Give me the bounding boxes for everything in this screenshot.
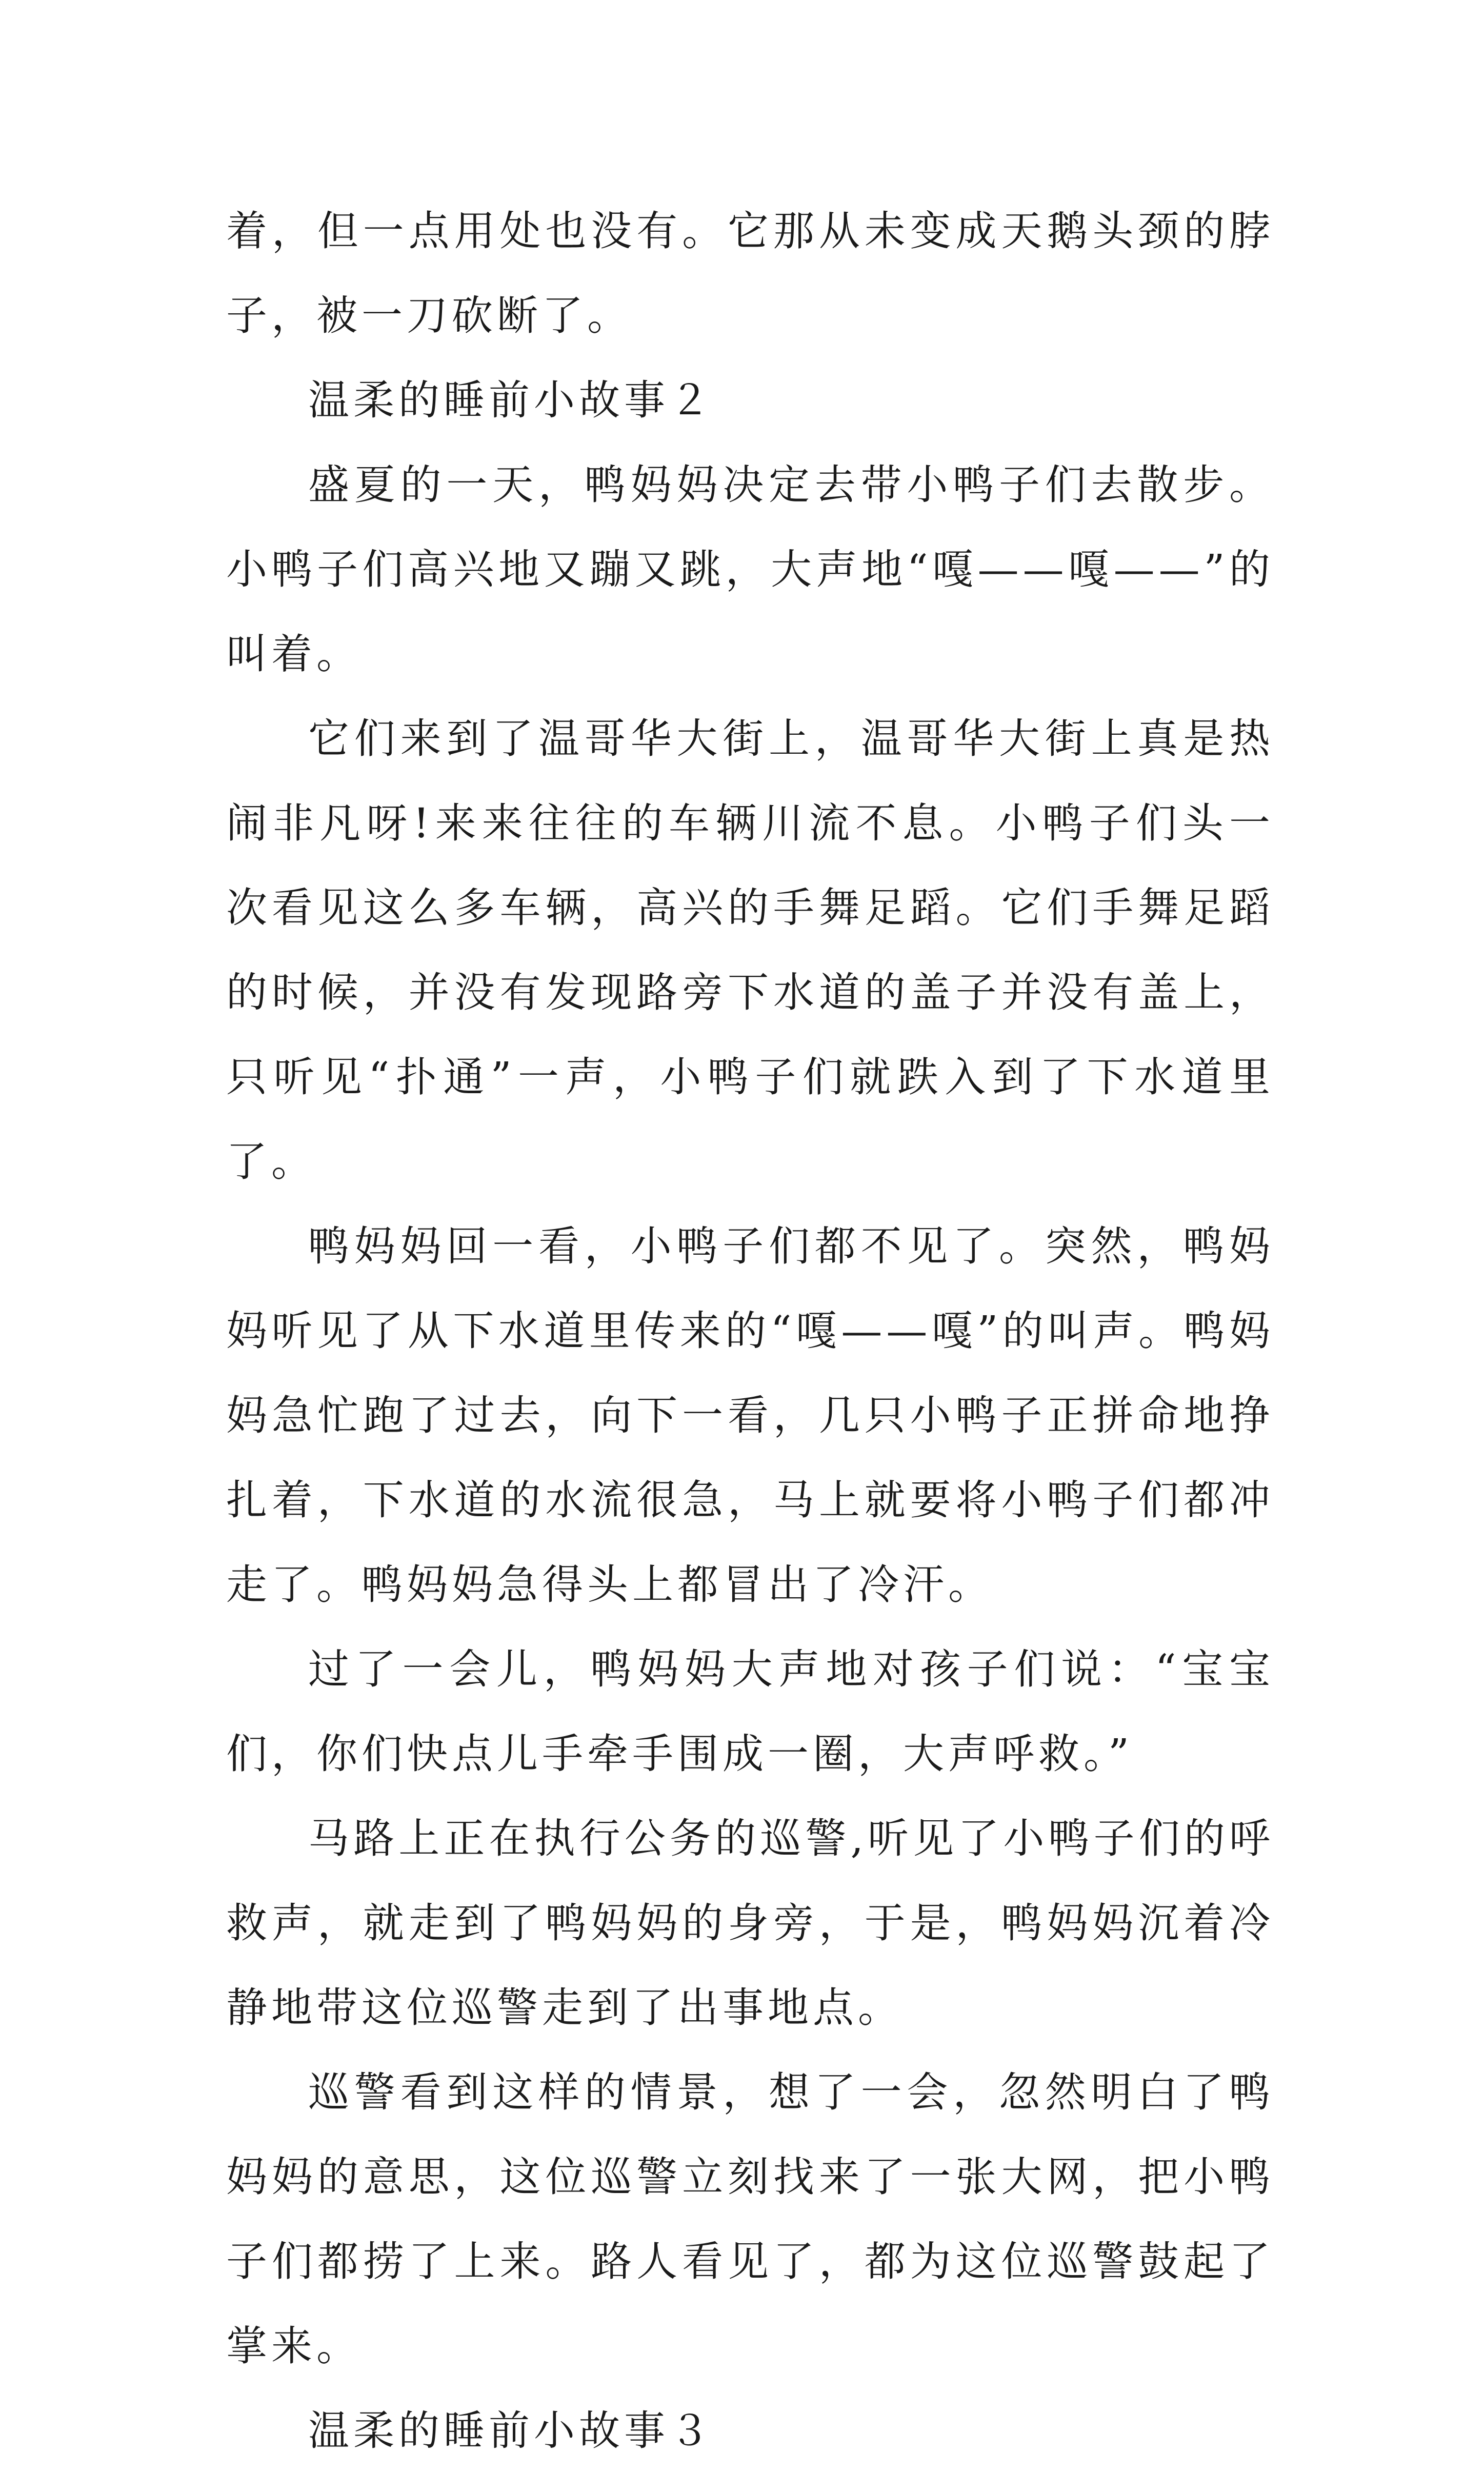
body-paragraph: 鸭妈妈回一看，小鸭子们都不见了。突然，鸭妈妈听见了从下水道里传来的“嘎——嘎”的叫声。鸭妈妈急忙跑了过去，向下一看，几只小鸭子正拼命地挣扎着，下水道的水流很急，马上就要将小鸭子们都冲走了。鸭妈妈急得头上都冒出了冷汗。: [226, 1222, 1274, 1609]
body-paragraph: 马路上正在执行公务的巡警,听见了小鸭子们的呼救声，就走到了鸭妈妈的身旁，于是，鸭妈妈沉着冷静地带这位巡警走到了出事地点。: [226, 1815, 1274, 2032]
body-paragraph: 它们来到了温哥华大街上，温哥华大街上真是热闹非凡呀!来来往往的车辆川流不息。小鸭子们头一次看见这么多车辆，高兴的手舞足蹈。它们手舞足蹈的时候，并没有发现路旁下水道的盖子并没有盖上，只听见“扑通”一声，小鸭子们就跌入到了下水道里了。: [226, 715, 1274, 1185]
body-paragraph: 巡警看到这样的情景，想了一会，忽然明白了鸭妈妈的意思，这位巡警立刻找来了一张大网，把小鸭子们都捞了上来。路人看见了，都为这位巡警鼓起了掌来。: [226, 2068, 1274, 2370]
continuation-paragraph: 着，但一点用处也没有。它那从未变成天鹅头颈的脖子，被一刀砍断了。: [226, 207, 1274, 339]
story-heading-3: 温柔的睡前小故事３: [308, 2407, 714, 2455]
story-heading-2: 温柔的睡前小故事２: [308, 376, 714, 424]
body-paragraph: 盛夏的一天，鸭妈妈决定去带小鸭子们去散步。小鸭子们高兴地又蹦又跳，大声地“嘎——嘎——”的叫着。: [226, 461, 1274, 678]
body-paragraph: 过了一会儿，鸭妈妈大声地对孩子们说：“宝宝们，你们快点儿手牵手围成一圈，大声呼救。”: [226, 1645, 1274, 1778]
document-body: [226, 189, 1274, 2473]
